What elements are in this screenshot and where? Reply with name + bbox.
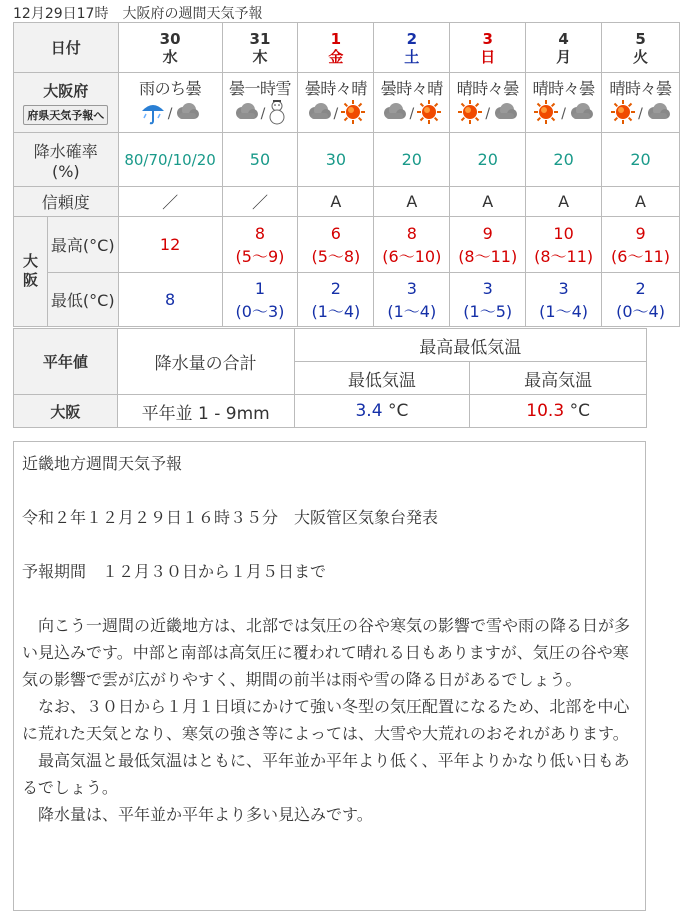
date-cell [602,23,680,73]
min-temp-cell: 2 (1～4) [298,273,374,327]
weather-cell [526,73,602,133]
text-paragraph-1: 向こう一週間の近畿地方は、北部では気圧の谷や寒気の影響で雪や雨の降る日が多い見込みです。中部と南部は高気圧に覆われて晴れる日もありますが、気圧の谷や寒気の影響で雲が広がりやすく、期間の前半は雨や雪の降る日があるでしょう。 [22,616,631,689]
date-number: 30 [159,29,181,48]
weather-text: 曇時々晴 [380,78,443,98]
min-temp-cell: 1 (0～3) [222,273,298,327]
pop-cell: 80/70/10/20 [118,133,222,187]
date-number: 31 [249,29,271,48]
forecast-table [13,22,680,327]
max-temp-row [14,217,680,273]
weekday: 土 [404,47,420,66]
pop-row [14,133,680,187]
min-temp-normal: 3.4 °C [294,395,470,428]
text-paragraph-2: なお、３０日から１月１日頃にかけて強い冬型の気圧配置になるため、北部を中心に荒れた天気となり、寒気の強さ等によっては、大雪や大荒れのおそれがあります。 [22,697,630,743]
date-cell [222,23,298,73]
max-temp-cell: 9 (8～11) [450,217,526,273]
max-temp-cell: 6 (5～8) [298,217,374,273]
weather-text: 曇時々晴 [304,78,367,98]
min-temp-label: 最低(°C) [47,273,118,327]
weekday: 水 [162,47,178,66]
pop-cell: 20 [374,133,450,187]
normals-city: 大阪 [14,395,118,428]
weather-cell [602,73,680,133]
text-paragraph-4: 降水量は、平年並か平年より多い見込みです。 [22,805,373,824]
date-number: 1 [330,29,342,48]
max-temp-cell: 9 (6～11) [602,217,680,273]
weather-text: 晴時々曇 [532,78,595,98]
text-title: 近畿地方週間天気予報 [22,454,183,473]
reliability-cell: ／ [222,187,298,217]
sun-icon [340,99,366,129]
date-row [14,23,680,73]
cloud-icon [492,101,518,127]
reliability-cell: A [450,187,526,217]
min-temp-row [14,273,680,327]
weekday: 火 [633,47,649,66]
date-label: 日付 [14,23,119,73]
weather-cell [118,73,222,133]
precip-header: 降水量の合計 [117,329,294,395]
date-number: 5 [635,29,646,48]
sun-icon [610,99,636,129]
icon-separator: / [485,105,491,122]
snowman-icon [267,99,287,129]
region-name: 大阪府 [43,82,89,100]
min-temp-cell: 8 [118,273,222,327]
weather-text: 晴時々曇 [456,78,519,98]
icon-separator: / [260,105,266,122]
cloud-icon [568,101,594,127]
pop-cell: 30 [298,133,374,187]
weather-text: 晴時々曇 [609,78,672,98]
text-issued: 令和２年１２月２９日１６時３５分 大阪管区気象台発表 [22,508,439,527]
weather-cell [450,73,526,133]
max-temp-cell: 8 (6～10) [374,217,450,273]
weekday: 金 [328,47,344,66]
reliability-cell: ／ [118,187,222,217]
normals-table [13,328,647,428]
cloud-icon [306,101,332,127]
cloud-icon [174,101,200,127]
min-header: 最低気温 [294,362,470,395]
weather-row [14,73,680,133]
text-paragraph-3: 最高気温と最低気温はともに、平年並か平年より低く、平年よりかなり低い日もあるでしょう。 [22,751,630,797]
reliability-cell: A [374,187,450,217]
min-temp-cell: 3 (1～5) [450,273,526,327]
umbrella-icon [140,99,166,129]
weather-cell [298,73,374,133]
cloud-icon [381,101,407,127]
sun-icon [457,99,483,129]
date-cell [450,23,526,73]
icon-separator: / [167,105,173,122]
region-cell [14,73,119,133]
date-cell [374,23,450,73]
icon-separator: / [638,105,643,122]
pref-forecast-button[interactable]: 府県天気予報へ [23,105,108,125]
max-temp-cell: 10 (8～11) [526,217,602,273]
date-cell [526,23,602,73]
pop-cell: 20 [526,133,602,187]
min-temp-cell: 3 (1～4) [374,273,450,327]
weather-cell [374,73,450,133]
city-label-cell [14,217,48,327]
normals-label: 平年値 [14,329,118,395]
date-cell [298,23,374,73]
precip-normal: 平年並 1 - 9mm [117,395,294,428]
sun-icon [416,99,442,129]
weekday: 木 [252,47,268,66]
pop-cell: 20 [602,133,680,187]
max-temp-normal: 10.3 °C [470,395,647,428]
date-number: 3 [482,29,493,48]
reliability-row [14,187,680,217]
icon-separator: / [409,105,415,122]
cloud-icon [645,101,671,127]
sun-icon [533,99,559,129]
date-cell [118,23,222,73]
min-temp-cell: 3 (1～4) [526,273,602,327]
page-header: 12月29日17時 大阪府の週間天気予報 [13,6,263,22]
city-label: 大阪 [20,252,39,291]
reliability-label: 信頼度 [14,187,119,217]
max-temp-label: 最高(°C) [47,217,118,273]
pop-cell: 50 [222,133,298,187]
max-header: 最高気温 [470,362,647,395]
cloud-icon [233,101,259,127]
text-period: 予報期間 １２月３０日から１月５日まで [22,562,327,581]
reliability-cell: A [602,187,680,217]
min-temp-cell: 2 (0～4) [602,273,680,327]
icon-separator: / [333,105,339,122]
reliability-cell: A [526,187,602,217]
weather-cell [222,73,298,133]
reliability-cell: A [298,187,374,217]
date-number: 2 [406,29,418,48]
weekday: 日 [480,47,496,66]
weather-text: 雨のち曇 [139,78,202,98]
max-temp-cell: 8 (5～9) [222,217,298,273]
pop-cell: 20 [450,133,526,187]
weather-text: 曇一時雪 [228,78,291,98]
date-number: 4 [558,29,569,48]
pop-label: 降水確率 (%) [14,133,119,187]
weekday: 月 [556,47,572,66]
temp-header: 最高最低気温 [294,329,646,362]
forecast-text-box [13,441,646,911]
icon-separator: / [561,105,566,122]
max-temp-cell: 12 [118,217,222,273]
